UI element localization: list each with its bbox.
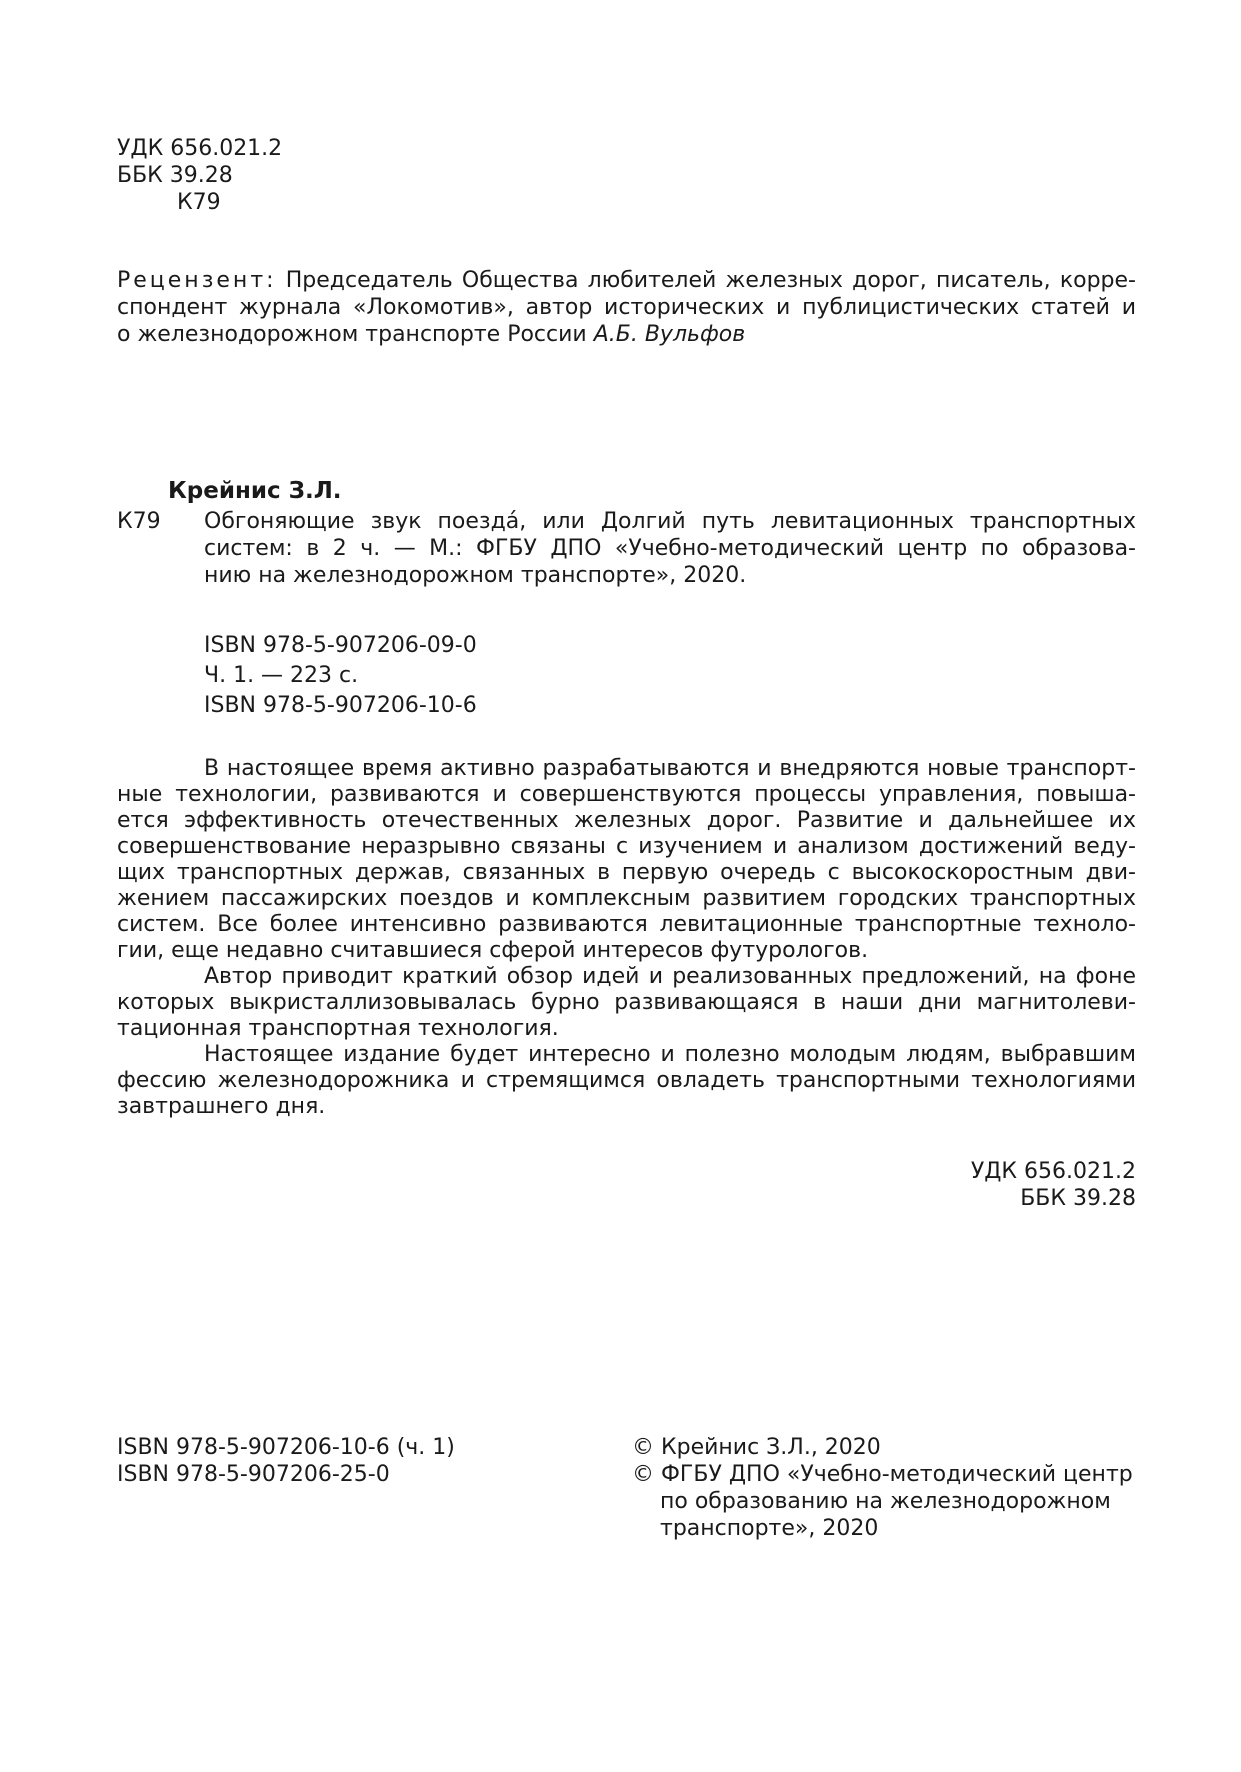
annotation-line: совершенствование неразрывно связаны с изучением и анализом достижений веду-	[117, 834, 1136, 859]
reviewer-line-3	[117, 321, 1136, 348]
record-line: Обгоняющие звук поездá, или Долгий путь левитационных транспортных	[204, 509, 1136, 534]
record-author-mark: К79	[117, 509, 161, 534]
record-line: нию на железнодорожном транспорте», 2020.	[204, 563, 747, 588]
annotation-line: Настоящее издание будет интересно и полезно молодым людям, выбравшим	[204, 1042, 1136, 1067]
reviewer-block	[117, 267, 1136, 348]
annotation-line: которых выкристаллизовывалась бурно развивающаяся в наши дни магнитолеви-	[117, 990, 1136, 1015]
copyright-publisher-cont: транспорте», 2020	[660, 1516, 879, 1541]
author-mark: К79	[177, 190, 221, 215]
isbn-volume: ISBN 978-5-907206-10-6	[204, 693, 477, 718]
annotation-line: тационная транспортная технология.	[117, 1016, 559, 1041]
reviewer-line-3-text: о железнодорожном транспорте России	[117, 322, 587, 347]
isbn-bottom	[117, 1434, 455, 1488]
annotation-line: завтрашнего дня.	[117, 1094, 326, 1119]
record-text	[204, 508, 1136, 589]
reviewer-line-2: спондент журнала «Локомотив», автор исторических и публицистических статей и	[117, 295, 1136, 320]
reviewer-label: Рецензент:	[117, 268, 277, 293]
isbn-set: ISBN 978-5-907206-25-0	[117, 1462, 390, 1487]
copyright-author: © Крейнис З.Л., 2020	[632, 1435, 881, 1460]
reviewer-line-1	[117, 267, 1136, 294]
author-name: Крейнис З.Л.	[168, 478, 342, 504]
volume-pages: Ч. 1. — 223 с.	[204, 663, 359, 688]
classification-top	[117, 135, 282, 216]
annotation-line: фессию железнодорожника и стремящимся овладеть транспортными технологиями	[117, 1068, 1136, 1093]
udk-code: УДК 656.021.2	[117, 136, 283, 161]
annotation-line: ные технологии, развиваются и совершенствуются процессы управления, повыша-	[117, 782, 1136, 807]
annotation	[117, 756, 1136, 1120]
classification-bottom	[971, 1158, 1136, 1212]
udk-code: УДК 656.021.2	[970, 1159, 1136, 1184]
copyright-block	[632, 1434, 1133, 1542]
annotation-line: жением пассажирских поездов и комплексным развитием городских транспортных	[117, 886, 1136, 911]
isbn-list	[204, 632, 477, 722]
annotation-line: гии, еще недавно считавшиеся сферой интересов футурологов.	[117, 938, 869, 963]
bbk-code: ББК 39.28	[117, 163, 233, 188]
annotation-line: ется эффективность отечественных железных дорог. Развитие и дальнейшее их	[117, 808, 1136, 833]
annotation-line: щих транспортных держав, связанных в первую очередь с высокоскоростным дви-	[117, 860, 1136, 885]
isbn-volume-1: ISBN 978-5-907206-10-6 (ч. 1)	[117, 1435, 455, 1460]
annotation-line: Автор приводит краткий обзор идей и реализованных предложений, на фоне	[204, 964, 1136, 989]
annotation-line: систем. Все более интенсивно развиваются левитационные транспортные техноло-	[117, 912, 1136, 937]
isbn-set: ISBN 978-5-907206-09-0	[204, 633, 477, 658]
copyright-publisher-cont: по образованию на железнодорожном	[660, 1489, 1111, 1514]
copyright-publisher: © ФГБУ ДПО «Учебно-методический центр	[632, 1462, 1133, 1487]
bbk-code: ББК 39.28	[1020, 1186, 1136, 1211]
annotation-line: В настоящее время активно разрабатываются и внедряются новые транспорт-	[204, 756, 1136, 781]
record-line: систем: в 2 ч. — М.: ФГБУ ДПО «Учебно-методический центр по образова-	[204, 536, 1136, 561]
reviewer-name: А.Б. Вульфов	[593, 322, 746, 347]
reviewer-line-1-text: Председатель Общества любителей железных дорог, писатель, корре-	[285, 268, 1136, 293]
